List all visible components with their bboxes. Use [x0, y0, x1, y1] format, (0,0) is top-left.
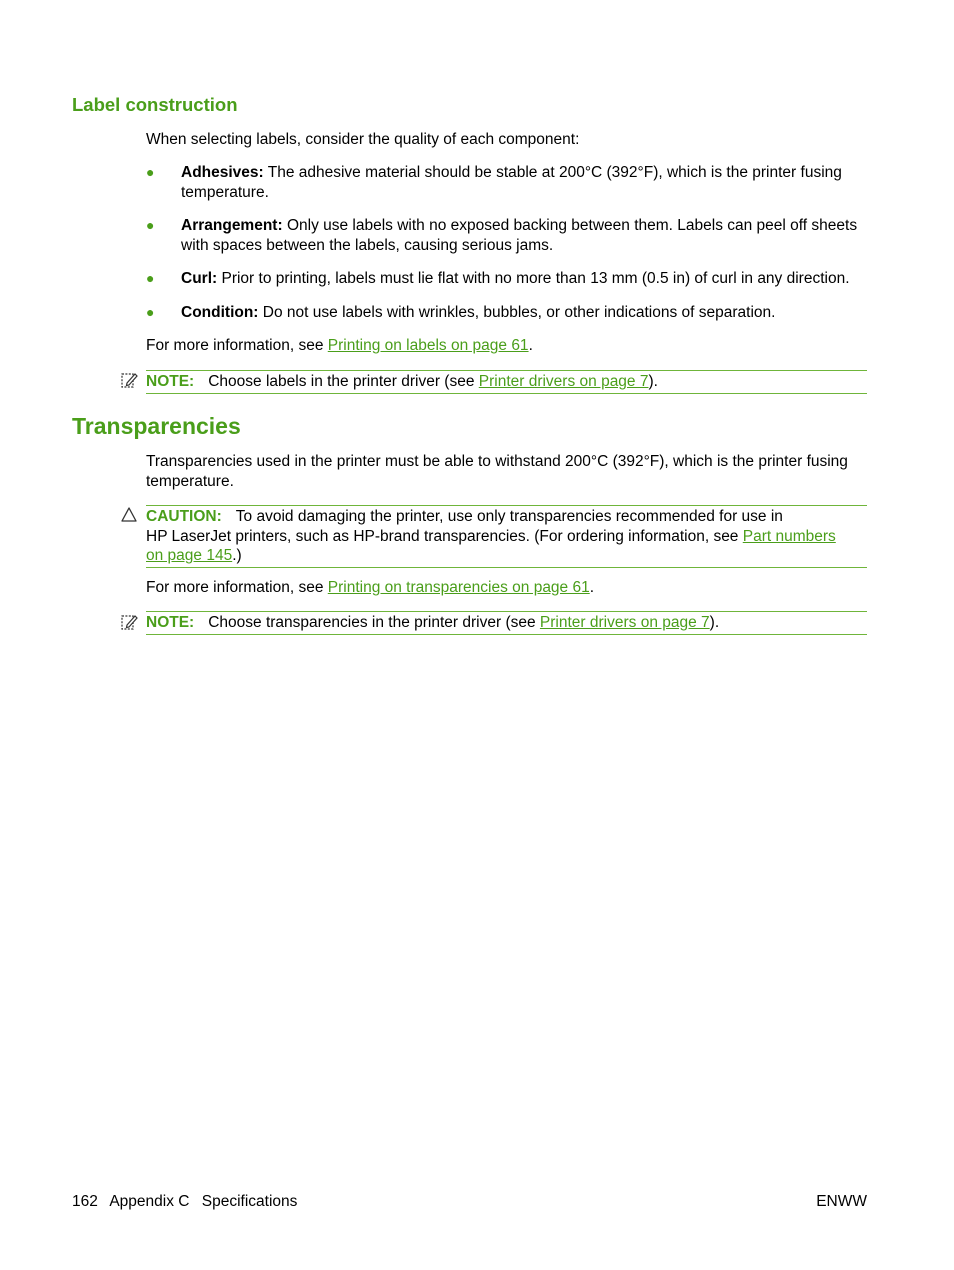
caution-triangle-icon: [120, 506, 138, 524]
note-transparencies: NOTE: Choose transparencies in the printer driver (see Printer drivers on page 7).: [146, 611, 867, 635]
section-heading-label-construction: Label construction: [72, 94, 238, 115]
link-printing-on-labels[interactable]: Printing on labels on page 61: [327, 337, 529, 354]
transparencies-body: Transparencies used in the printer must be able to withstand 200°C (392°F), which is the printer fusing temperature.: [146, 453, 848, 490]
bullet-term: Condition:: [181, 304, 259, 321]
footer-chapter: Appendix C: [109, 1193, 190, 1210]
link-printing-on-transparencies[interactable]: Printing on transparencies on page 61: [327, 579, 590, 596]
footer-right: ENWW: [816, 1193, 867, 1210]
bullet-text: Only use labels with no exposed backing between them. Labels can peel off sheets with spaces between the labels, causing serious jams.: [181, 217, 858, 254]
link-printer-drivers[interactable]: Printer drivers on page 7: [478, 373, 649, 390]
label-intro: When selecting labels, consider the quality of each component:: [146, 131, 580, 148]
link-part-numbers[interactable]: Part numbers: [742, 527, 836, 545]
bullet-curl: [146, 269, 868, 289]
link-part-numbers-page[interactable]: on page 145: [146, 547, 233, 564]
label-more-info: For more information, see Printing on labels on page 61.: [146, 337, 533, 354]
caution-transparencies: CAUTION: To avoid damaging the printer, use only transparencies recommended for use in HP LaserJet printers, such as HP-brand transparencies. (For ordering information, see Part numbers on page 145.): [146, 505, 867, 568]
caution-label: CAUTION:: [146, 508, 222, 525]
bullet-text: Do not use labels with wrinkles, bubbles, or other indications of separation.: [262, 304, 776, 321]
bullet-adhesives: [146, 163, 868, 203]
note-label: NOTE:: [146, 614, 195, 631]
bullet-term: Adhesives:: [181, 164, 264, 181]
section-heading-transparencies: Transparencies: [72, 413, 241, 439]
bullet-term: Curl:: [181, 270, 218, 287]
footer-title: Specifications: [201, 1193, 298, 1210]
bullet-text: The adhesive material should be stable at 200°C (392°F), which is the printer fusing temperature.: [181, 164, 842, 201]
footer-left: [72, 1192, 297, 1212]
bullet-dot: ●: [146, 270, 155, 286]
bullet-dot: ●: [146, 217, 155, 233]
bullet-arrangement: [146, 216, 868, 256]
transparencies-more-info: For more information, see Printing on transparencies on page 61.: [146, 579, 595, 596]
bullet-condition: [146, 303, 868, 323]
bullet-text: Prior to printing, labels must lie flat with no more than 13 mm (0.5 in) of curl in any direction.: [221, 270, 850, 287]
bullet-dot: ●: [146, 164, 155, 180]
note-labels: NOTE: Choose labels in the printer driver (see Printer drivers on page 7).: [146, 370, 867, 394]
bullet-dot: ●: [146, 304, 155, 320]
note-icon: [120, 613, 138, 631]
note-icon: [120, 371, 138, 389]
note-label: NOTE:: [146, 373, 195, 390]
bullet-term: Arrangement:: [181, 217, 283, 234]
link-printer-drivers[interactable]: Printer drivers on page 7: [539, 614, 710, 631]
page-number: 162: [72, 1193, 98, 1210]
